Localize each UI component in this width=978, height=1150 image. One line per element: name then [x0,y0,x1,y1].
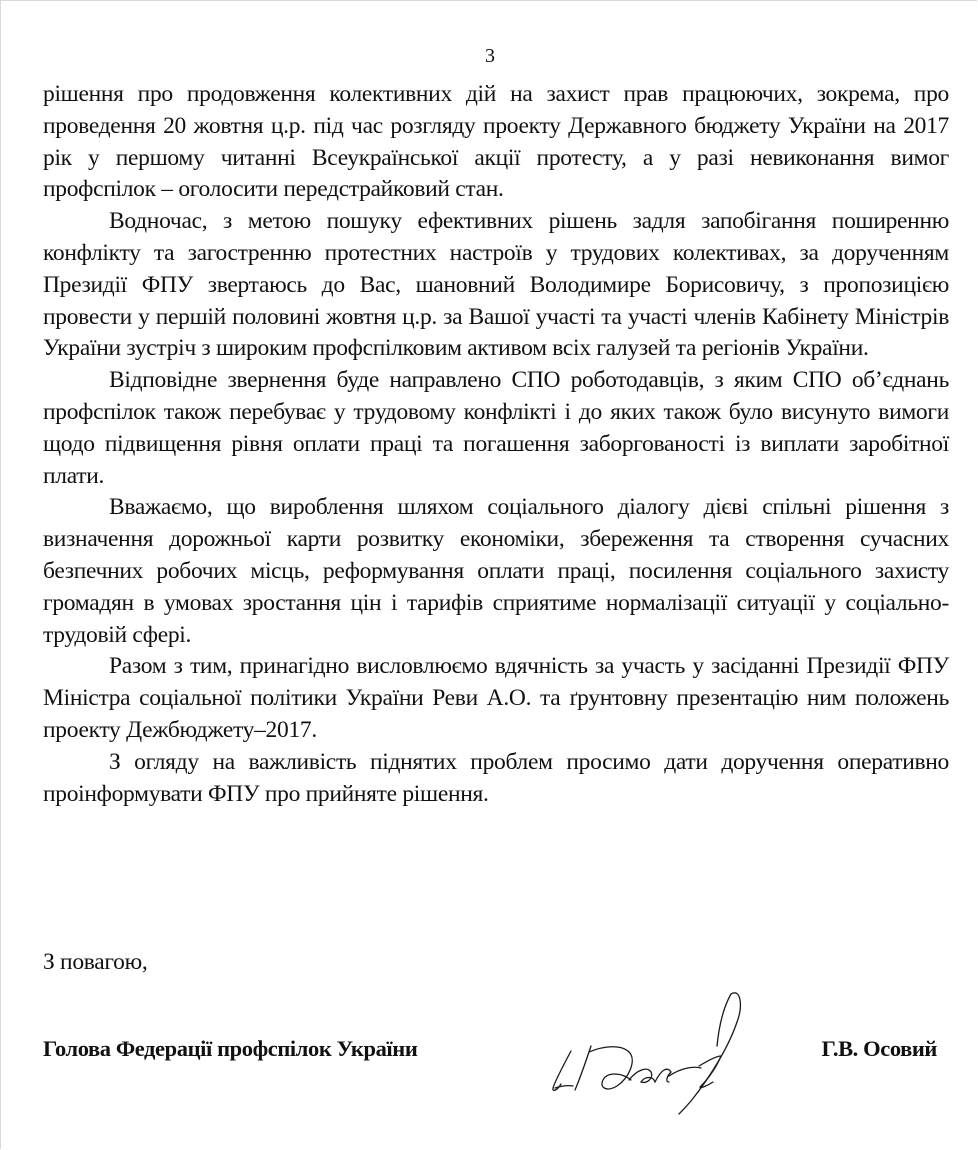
paragraph: Разом з тим, принагідно висловлюємо вдячність за участь у засіданні Президії ФПУ Міністра соціальної політики України Реви А.О. та ґрунтовну презентацію ним положень проекту Дежбюджету–2017. [43,653,949,743]
page-number: 3 [485,45,495,67]
signatory-title: Голова Федерації профспілок України [43,1036,418,1061]
handwritten-signature [541,986,771,1116]
paragraph: З огляду на важливість піднятих проблем просимо дати доручення оперативно проінформувати ФПУ про прийняте рішення. [43,748,949,807]
paragraph: Водночас, з метою пошуку ефективних рішень задля запобігання поширенню конфлікту та загостренню протестних настроїв у трудових колективах, за дорученням Президії ФПУ звертаюсь до Вас, шановний Володимире Борисовичу, з пропозицією провести у першій половині жовтня ц.р. за Вашої участі та участі членів Кабінету Міністрів України зустріч з широким профспілковим активом всіх галузей та регіонів України. [43,208,949,362]
signatory-name: Г.В. Осовий [821,1036,937,1061]
paragraph-continuation: рішення про продовження колективних дій на захист прав працюючих, зокрема, про проведення 20 жовтня ц.р. під час розгляду проекту Державного бюджету України на 2017 рік у першому читанні Всеукраїнської акції протесту, а у разі невиконання вимог профспілок – оголосити передстрайковий стан. [43,81,949,203]
closing-salutation: З повагою, [43,949,148,975]
paragraph: Відповідне звернення буде направлено СПО роботодавців, з яким СПО об’єднань профспілок також перебуває у трудовому конфлікті і до яких також було висунуто вимоги щодо підвищення рівня оплати праці та погашення заборгованості із виплати заробітної плати. [43,367,949,489]
letter-body [43,79,949,810]
paragraph: Вважаємо, що вироблення шляхом соціального діалогу дієві спільні рішення з визначення дорожньої карти розвитку економіки, збереження та створення сучасних безпечних робочих місць, реформування оплати праці, посилення соціального захисту громадян в умовах зростання цін і тарифів сприятиме нормалізації ситуації у соціально-трудовій сфері. [43,494,949,648]
